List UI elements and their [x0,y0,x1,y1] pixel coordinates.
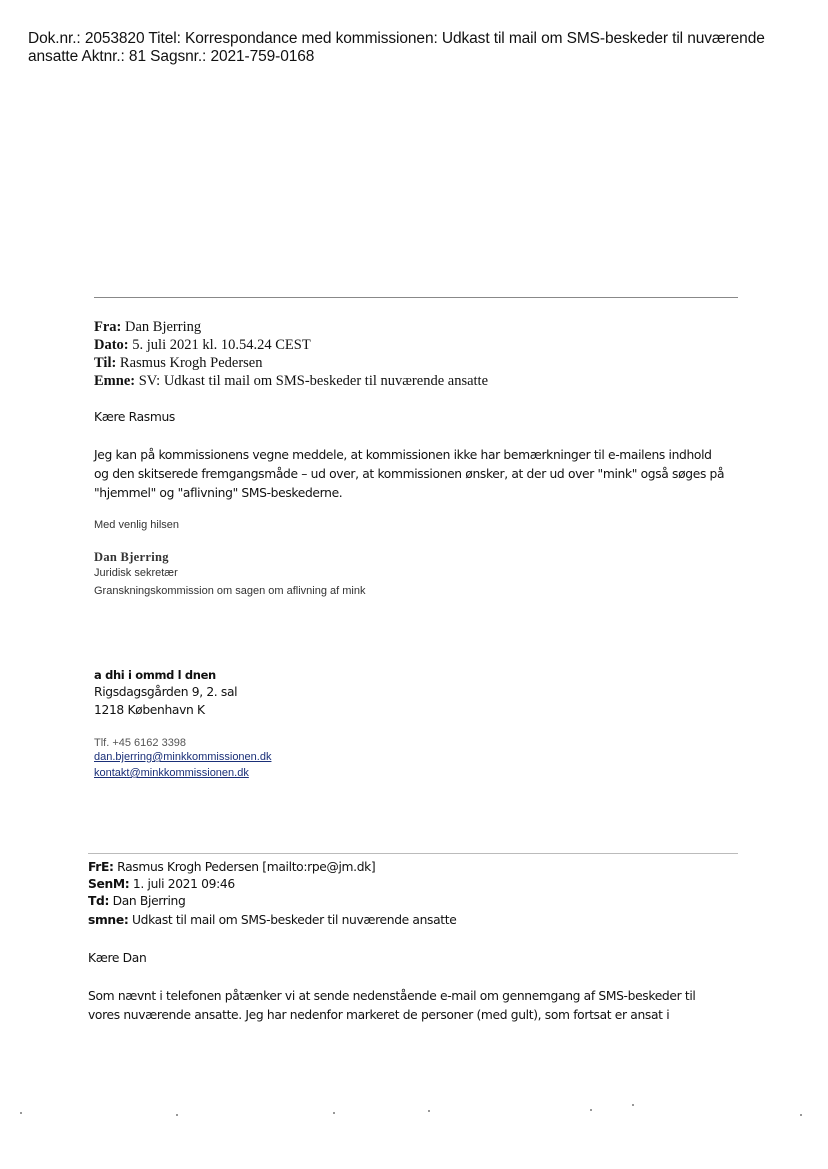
scan-speck [800,1114,802,1116]
email1-date-row [94,336,311,354]
email1-closing: Med venlig hilsen [94,519,179,531]
signature-phone: Tlf. +45 6162 3398 [94,737,187,749]
email2-subject-row [88,913,456,927]
scan-speck [590,1109,592,1111]
subject-value: Udkast til mail om SMS-beskeder til nuværende ansatte [131,913,457,927]
scan-speck [20,1112,22,1114]
from-label: FrE: [88,860,114,874]
from-value: Dan Bjerring [125,319,202,335]
email2-to-row [88,894,185,908]
email2-body-line2: vores nuværende ansatte. Jeg har nedenfor markeret de personer (med gult), som fortsat er ansat i [88,1008,670,1022]
email1-to-row [94,354,263,372]
subject-label: smne: [88,913,129,927]
separator-rule [94,297,738,298]
date-value: 5. juli 2021 kl. 10.54.24 CEST [132,337,311,353]
signature-address-line2: 1218 København K [94,703,205,717]
from-label: Fra: [94,319,122,335]
scan-speck [428,1110,430,1112]
from-value: Rasmus Krogh Pedersen [mailto:rpe@jm.dk] [117,860,376,874]
signature-address-line1: Rigsdagsgården 9, 2. sal [94,685,238,699]
to-value: Dan Bjerring [112,894,186,908]
signature-name: Dan Bjerring [94,550,169,564]
subject-label: Emne: [94,373,136,389]
email1-body-line1: Jeg kan på kommissionens vegne meddele, at kommissionen ikke har bemærkninger til e-mailens indhold [94,448,712,462]
email1-subject-row [94,372,488,390]
subject-value: SV: Udkast til mail om SMS-beskeder til nuværende ansatte [138,373,489,389]
email2-greeting: Kære Dan [88,951,147,965]
email2-from-row [88,860,375,874]
email1-body-line2: og den skitserede fremgangsmåde – ud over, at kommissionen ønsker, at der ud over "mink" også søges på [94,467,725,481]
to-label: Td: [88,894,110,908]
email1-greeting: Kære Rasmus [94,410,175,424]
email1-body-line3: "hjemmel" og "aflivning" SMS-beskederne. [94,486,343,500]
forward-separator-rule [88,853,738,854]
scan-speck [176,1114,178,1116]
signature-title: Juridisk sekretær [94,567,178,579]
to-value: Rasmus Krogh Pedersen [119,355,263,371]
email2-body-line1: Som nævnt i telefonen påtænker vi at sende nedenstående e-mail om gennemgang af SMS-beskeder til [88,989,696,1003]
email2-sent-row [88,877,235,891]
signature-organization: Granskningskommission om sagen om aflivning af mink [94,585,366,597]
scan-speck [632,1104,634,1106]
document-header-line2: ansatte Aktnr.: 81 Sagsnr.: 2021-759-0168 [28,48,315,65]
contact-email-link[interactable]: kontakt@minkkommissionen.dk [94,767,249,779]
date-label: Dato: [94,337,129,353]
to-label: Til: [94,355,117,371]
signature-org-short: a dhi i ommd l dnen [94,668,216,682]
sent-value: 1. juli 2021 09:46 [132,877,235,891]
document-header-line1: Dok.nr.: 2053820 Titel: Korrespondance med kommissionen: Udkast til mail om SMS-beskeder til nuværende [28,30,765,47]
sent-label: SenM: [88,877,130,891]
signature-email-link[interactable]: dan.bjerring@minkkommissionen.dk [94,751,272,763]
email1-from-row [94,318,201,336]
scan-speck [333,1112,335,1114]
